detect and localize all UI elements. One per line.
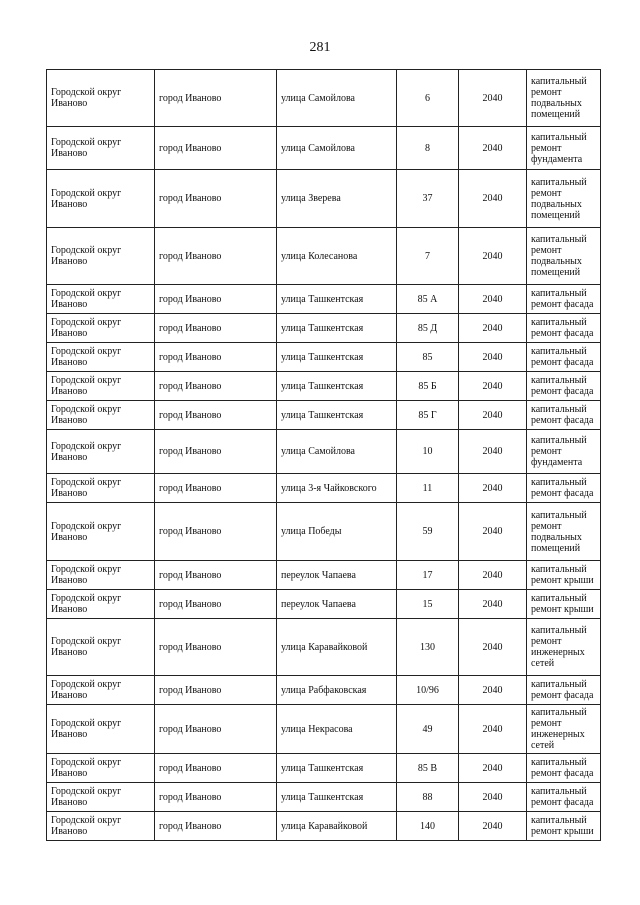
city-cell: город Иваново <box>155 474 277 503</box>
table-row <box>47 561 601 590</box>
city-cell: город Иваново <box>155 754 277 783</box>
work-type-cell: капитальный ремонт фасада <box>527 401 601 430</box>
year-cell: 2040 <box>459 228 527 285</box>
street-cell: улица Ташкентская <box>277 372 397 401</box>
year-cell: 2040 <box>459 676 527 705</box>
city-cell: город Иваново <box>155 676 277 705</box>
house-number-cell: 85 Б <box>397 372 459 401</box>
house-number-cell: 8 <box>397 127 459 170</box>
year-cell: 2040 <box>459 754 527 783</box>
house-number-cell: 88 <box>397 783 459 812</box>
work-type-cell: капитальный ремонт подвальных помещений <box>527 503 601 561</box>
table-row <box>47 70 601 127</box>
city-cell: город Иваново <box>155 705 277 754</box>
work-type-cell: капитальный ремонт крыши <box>527 590 601 619</box>
okrug-cell: Городской округ Иваново <box>47 170 155 228</box>
table-row <box>47 503 601 561</box>
work-type-cell: капитальный ремонт фасада <box>527 343 601 372</box>
year-cell: 2040 <box>459 127 527 170</box>
house-number-cell: 85 <box>397 343 459 372</box>
work-type-cell: капитальный ремонт фасада <box>527 754 601 783</box>
table-row <box>47 474 601 503</box>
year-cell: 2040 <box>459 619 527 676</box>
table-row <box>47 228 601 285</box>
house-number-cell: 140 <box>397 812 459 841</box>
table-row <box>47 705 601 754</box>
house-number-cell: 130 <box>397 619 459 676</box>
table-row <box>47 754 601 783</box>
street-cell: улица Некрасова <box>277 705 397 754</box>
table-row <box>47 812 601 841</box>
year-cell: 2040 <box>459 401 527 430</box>
city-cell: город Иваново <box>155 228 277 285</box>
city-cell: город Иваново <box>155 170 277 228</box>
work-type-cell: капитальный ремонт фундамента <box>527 430 601 474</box>
okrug-cell: Городской округ Иваново <box>47 285 155 314</box>
house-number-cell: 85 Д <box>397 314 459 343</box>
year-cell: 2040 <box>459 783 527 812</box>
city-cell: город Иваново <box>155 503 277 561</box>
year-cell: 2040 <box>459 812 527 841</box>
work-type-cell: капитальный ремонт подвальных помещений <box>527 228 601 285</box>
work-type-cell: капитальный ремонт инженерных сетей <box>527 619 601 676</box>
year-cell: 2040 <box>459 561 527 590</box>
table-row <box>47 314 601 343</box>
house-number-cell: 59 <box>397 503 459 561</box>
work-type-cell: капитальный ремонт инженерных сетей <box>527 705 601 754</box>
street-cell: улица Колесанова <box>277 228 397 285</box>
okrug-cell: Городской округ Иваново <box>47 590 155 619</box>
city-cell: город Иваново <box>155 619 277 676</box>
table-row <box>47 285 601 314</box>
year-cell: 2040 <box>459 70 527 127</box>
house-number-cell: 85 В <box>397 754 459 783</box>
work-type-cell: капитальный ремонт фундамента <box>527 127 601 170</box>
okrug-cell: Городской округ Иваново <box>47 705 155 754</box>
year-cell: 2040 <box>459 372 527 401</box>
table-row <box>47 127 601 170</box>
street-cell: улица Ташкентская <box>277 754 397 783</box>
house-number-cell: 37 <box>397 170 459 228</box>
okrug-cell: Городской округ Иваново <box>47 503 155 561</box>
table-row <box>47 401 601 430</box>
house-number-cell: 10/96 <box>397 676 459 705</box>
street-cell: улица Зверева <box>277 170 397 228</box>
work-type-cell: капитальный ремонт фасада <box>527 783 601 812</box>
okrug-cell: Городской округ Иваново <box>47 127 155 170</box>
street-cell: улица Каравайковой <box>277 619 397 676</box>
work-type-cell: капитальный ремонт крыши <box>527 561 601 590</box>
table-row <box>47 430 601 474</box>
street-cell: улица Победы <box>277 503 397 561</box>
street-cell: улица Ташкентская <box>277 314 397 343</box>
street-cell: улица 3-я Чайковского <box>277 474 397 503</box>
registry-table <box>46 69 601 841</box>
okrug-cell: Городской округ Иваново <box>47 474 155 503</box>
city-cell: город Иваново <box>155 812 277 841</box>
year-cell: 2040 <box>459 430 527 474</box>
page-number: 281 <box>309 40 331 55</box>
city-cell: город Иваново <box>155 372 277 401</box>
street-cell: улица Самойлова <box>277 430 397 474</box>
street-cell: переулок Чапаева <box>277 590 397 619</box>
year-cell: 2040 <box>459 474 527 503</box>
table-row <box>47 676 601 705</box>
year-cell: 2040 <box>459 343 527 372</box>
table-row <box>47 343 601 372</box>
house-number-cell: 85 Г <box>397 401 459 430</box>
okrug-cell: Городской округ Иваново <box>47 783 155 812</box>
work-type-cell: капитальный ремонт фасада <box>527 285 601 314</box>
year-cell: 2040 <box>459 503 527 561</box>
registry-table-body <box>47 70 601 841</box>
year-cell: 2040 <box>459 314 527 343</box>
house-number-cell: 7 <box>397 228 459 285</box>
street-cell: улица Самойлова <box>277 70 397 127</box>
table-row <box>47 590 601 619</box>
street-cell: улица Ташкентская <box>277 343 397 372</box>
street-cell: переулок Чапаева <box>277 561 397 590</box>
street-cell: улица Самойлова <box>277 127 397 170</box>
year-cell: 2040 <box>459 285 527 314</box>
street-cell: улица Ташкентская <box>277 285 397 314</box>
table-row <box>47 372 601 401</box>
house-number-cell: 17 <box>397 561 459 590</box>
okrug-cell: Городской округ Иваново <box>47 228 155 285</box>
city-cell: город Иваново <box>155 285 277 314</box>
city-cell: город Иваново <box>155 561 277 590</box>
work-type-cell: капитальный ремонт фасада <box>527 372 601 401</box>
city-cell: город Иваново <box>155 70 277 127</box>
street-cell: улица Каравайковой <box>277 812 397 841</box>
house-number-cell: 11 <box>397 474 459 503</box>
city-cell: город Иваново <box>155 430 277 474</box>
house-number-cell: 85 А <box>397 285 459 314</box>
okrug-cell: Городской округ Иваново <box>47 343 155 372</box>
street-cell: улица Ташкентская <box>277 401 397 430</box>
okrug-cell: Городской округ Иваново <box>47 314 155 343</box>
okrug-cell: Городской округ Иваново <box>47 401 155 430</box>
okrug-cell: Городской округ Иваново <box>47 430 155 474</box>
work-type-cell: капитальный ремонт подвальных помещений <box>527 70 601 127</box>
work-type-cell: капитальный ремонт подвальных помещений <box>527 170 601 228</box>
city-cell: город Иваново <box>155 590 277 619</box>
okrug-cell: Городской округ Иваново <box>47 812 155 841</box>
city-cell: город Иваново <box>155 401 277 430</box>
street-cell: улица Ташкентская <box>277 783 397 812</box>
house-number-cell: 10 <box>397 430 459 474</box>
okrug-cell: Городской округ Иваново <box>47 372 155 401</box>
okrug-cell: Городской округ Иваново <box>47 619 155 676</box>
year-cell: 2040 <box>459 170 527 228</box>
okrug-cell: Городской округ Иваново <box>47 754 155 783</box>
city-cell: город Иваново <box>155 127 277 170</box>
city-cell: город Иваново <box>155 343 277 372</box>
house-number-cell: 15 <box>397 590 459 619</box>
house-number-cell: 6 <box>397 70 459 127</box>
city-cell: город Иваново <box>155 783 277 812</box>
work-type-cell: капитальный ремонт фасада <box>527 314 601 343</box>
work-type-cell: капитальный ремонт фасада <box>527 676 601 705</box>
okrug-cell: Городской округ Иваново <box>47 70 155 127</box>
table-row <box>47 783 601 812</box>
year-cell: 2040 <box>459 705 527 754</box>
table-row <box>47 619 601 676</box>
work-type-cell: капитальный ремонт фасада <box>527 474 601 503</box>
okrug-cell: Городской округ Иваново <box>47 561 155 590</box>
house-number-cell: 49 <box>397 705 459 754</box>
city-cell: город Иваново <box>155 314 277 343</box>
table-row <box>47 170 601 228</box>
okrug-cell: Городской округ Иваново <box>47 676 155 705</box>
work-type-cell: капитальный ремонт крыши <box>527 812 601 841</box>
year-cell: 2040 <box>459 590 527 619</box>
street-cell: улица Рабфаковская <box>277 676 397 705</box>
